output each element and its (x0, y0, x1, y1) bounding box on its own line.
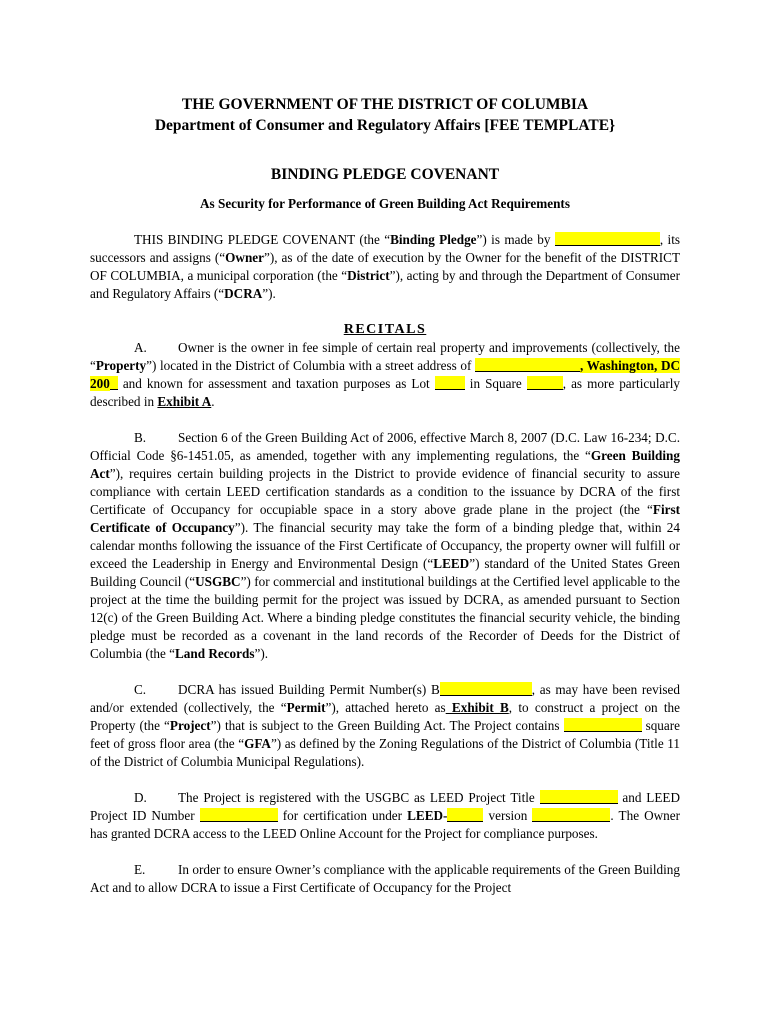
recital-e-label: E. (134, 862, 146, 877)
recital-b-label: B. (134, 430, 147, 445)
recital-c: C. DCRA has issued Building Permit Number(s) B , as may have been revised and/or extended (collectively, the “Permit”), attached hereto as Exhibit B, to construct a project on the Property (the “Project”) that is subject to the Green Building Act. The Project contains square feet of gross floor area (the “GFA”) as defined by the Zoning Regulations of the District of Columbia (Title 11 of the District of Columbia Municipal Regulations). (90, 682, 681, 769)
leed-project-id-field[interactable] (200, 808, 278, 822)
document-subtitle: As Security for Performance of Green Building Act Requirements (200, 196, 570, 211)
document-title: BINDING PLEDGE COVENANT (270, 166, 500, 183)
recital-a: A. Owner is the owner in fee simple of certain real property and improvements (collectively, the “Property”) located in the District of Columbia with a street address of , Washington, DC 200 and known for assessment and taxation purposes as Lot in Square , as more particularly described in Exhibit A. (90, 340, 680, 409)
recital-a-label: A. (134, 340, 147, 355)
exhibit-b-reference: Exhibit B (445, 700, 509, 715)
government-heading: THE GOVERNMENT OF THE DISTRICT OF COLUMBIA (181, 96, 589, 113)
recital-d-label: D. (134, 790, 147, 805)
recitals-heading: RECITALS (343, 322, 427, 337)
leed-rating-system-field[interactable] (447, 808, 483, 822)
lot-field[interactable] (435, 376, 465, 390)
square-field[interactable] (527, 376, 563, 390)
leed-project-title-field[interactable] (540, 790, 618, 804)
gfa-square-feet-field[interactable] (564, 718, 642, 732)
owner-name-field[interactable] (555, 232, 660, 246)
recital-e: E. In order to ensure Owner’s compliance with the applicable requirements of the Green Building Act and to allow DCRA to issue a First Certificate of Occupancy for the Project (90, 862, 680, 895)
zip-suffix-field[interactable] (110, 376, 118, 390)
leed-version-field[interactable] (532, 808, 610, 822)
department-heading: Department of Consumer and Regulatory Affairs [FEE TEMPLATE} (154, 117, 616, 134)
recital-d: D. The Project is registered with the USGBC as LEED Project Title and LEED Project ID Number for certification under LEED- version . The Owner has granted DCRA access to the LEED Online Account for the Project for compliance purposes. (90, 790, 681, 841)
street-address-field[interactable] (475, 358, 580, 372)
intro-paragraph: THIS BINDING PLEDGE COVENANT (the “Binding Pledge”) is made by , its successors and assigns (“Owner”), as of the date of execution by the Owner for the benefit of the DISTRICT OF COLUMBIA, a municipal corporation (the “District”), acting by and through the Department of Consumer and Regulatory Affairs (“DCRA”). (90, 232, 681, 301)
permit-number-field[interactable] (440, 682, 532, 696)
recital-b: B. Section 6 of the Green Building Act of 2006, effective March 8, 2007 (D.C. Law 16-234; D.C. Official Code §6-1451.05, as amended, together with any implementing regulations, the “Green Building Act”), requires certain building projects in the District to provide evidence of financial security to assure compliance with certain LEED certification standards as a condition to the issuance by DCRA of the first Certificate of Occupancy for occupiable space in a story above grade plane in the project (the “First Certificate of Occupancy”). The financial security may take the form of a binding pledge that, within 24 calendar months following the issuance of the First Certificate of Occupancy, the property owner will fulfill or exceed the Leadership in Energy and Environmental Design (“LEED”) standard of the United States Green Building Council (“USGBC”) for commercial and institutional buildings at the Certified level applicable to the project at the time the building permit for the project was issued by DCRA, as amended pursuant to Section 12(c) of the Green Building Act. Where a binding pledge constitutes the financial security vehicle, the binding pledge must be recorded as a covenant in the land records of the Recorder of Deeds for the District of Columbia (the “Land Records”). (90, 430, 680, 661)
exhibit-a-reference: Exhibit A (157, 394, 212, 409)
recital-c-label: C. (134, 682, 147, 697)
